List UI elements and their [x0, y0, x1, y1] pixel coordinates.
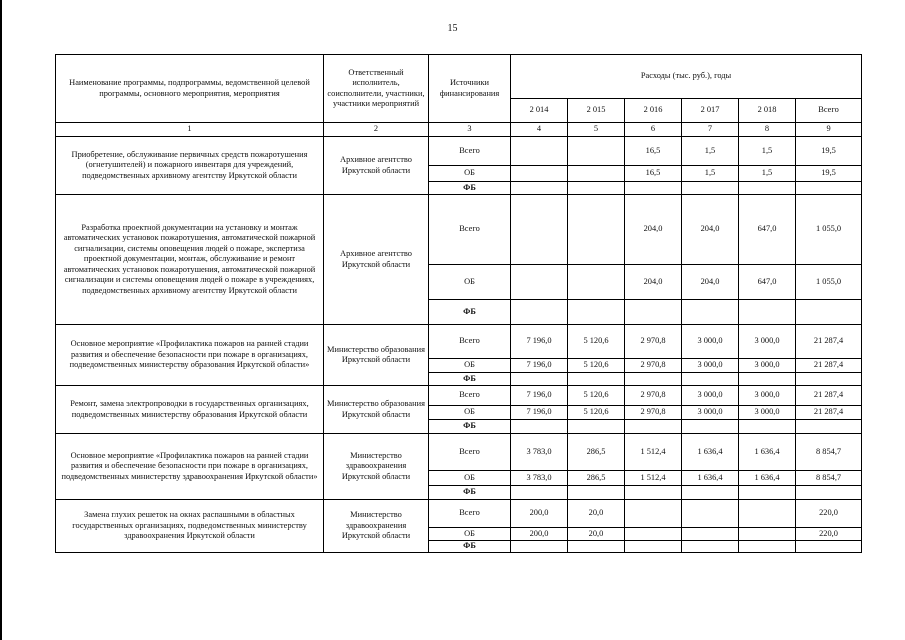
header-year: 2 015	[568, 99, 625, 123]
amount-cell	[682, 500, 739, 528]
amount-cell: 7 196,0	[511, 386, 568, 406]
amount-cell	[625, 528, 682, 541]
funding-source: Всего	[429, 195, 511, 265]
funding-source: Всего	[429, 137, 511, 166]
page-number: 15	[447, 23, 458, 34]
funding-source: Всего	[429, 500, 511, 528]
total-cell: 8 854,7	[796, 471, 862, 486]
amount-cell: 7 196,0	[511, 406, 568, 420]
total-cell	[796, 541, 862, 553]
amount-cell: 5 120,6	[568, 406, 625, 420]
table-row	[56, 195, 862, 265]
funding-source: ФБ	[429, 420, 511, 434]
table-row	[56, 434, 862, 471]
amount-cell: 5 120,6	[568, 386, 625, 406]
column-number: 4	[511, 123, 568, 137]
funding-source: Всего	[429, 386, 511, 406]
total-cell: 21 287,4	[796, 359, 862, 373]
amount-cell	[739, 528, 796, 541]
total-cell	[796, 300, 862, 325]
amount-cell	[739, 486, 796, 500]
total-cell: 8 854,7	[796, 434, 862, 471]
amount-cell: 3 000,0	[739, 406, 796, 420]
amount-cell: 1,5	[682, 137, 739, 166]
funding-source: ОБ	[429, 166, 511, 182]
amount-cell	[568, 420, 625, 434]
table-row	[56, 500, 862, 528]
amount-cell: 204,0	[682, 265, 739, 300]
total-cell	[796, 373, 862, 386]
amount-cell: 3 000,0	[682, 406, 739, 420]
amount-cell: 200,0	[511, 500, 568, 528]
amount-cell: 3 783,0	[511, 434, 568, 471]
amount-cell	[625, 500, 682, 528]
amount-cell: 3 000,0	[739, 325, 796, 359]
amount-cell	[625, 373, 682, 386]
amount-cell: 1,5	[739, 137, 796, 166]
amount-cell: 16,5	[625, 166, 682, 182]
amount-cell	[682, 541, 739, 553]
funding-source: ОБ	[429, 359, 511, 373]
amount-cell: 7 196,0	[511, 359, 568, 373]
header-row-1	[56, 55, 862, 99]
amount-cell	[511, 300, 568, 325]
header-year: 2 014	[511, 99, 568, 123]
amount-cell	[511, 486, 568, 500]
funding-source: ОБ	[429, 471, 511, 486]
amount-cell	[625, 420, 682, 434]
amount-cell: 2 970,8	[625, 406, 682, 420]
responsible-executor: Министерство здравоохранения Иркутской области	[324, 434, 429, 500]
column-number: 1	[56, 123, 324, 137]
amount-cell	[682, 486, 739, 500]
funding-source: ФБ	[429, 373, 511, 386]
table-body	[56, 137, 862, 553]
amount-cell: 1 636,4	[739, 434, 796, 471]
amount-cell: 2 970,8	[625, 325, 682, 359]
amount-cell	[625, 300, 682, 325]
amount-cell: 5 120,6	[568, 325, 625, 359]
amount-cell	[511, 137, 568, 166]
total-cell	[796, 420, 862, 434]
amount-cell	[682, 182, 739, 195]
total-cell: 220,0	[796, 528, 862, 541]
amount-cell: 3 783,0	[511, 471, 568, 486]
header-executor: Ответственный исполнитель, соисполнители, участники, участники мероприятий	[324, 55, 429, 123]
amount-cell	[511, 195, 568, 265]
total-cell	[796, 182, 862, 195]
amount-cell	[739, 373, 796, 386]
amount-cell: 1 636,4	[739, 471, 796, 486]
amount-cell: 1,5	[682, 166, 739, 182]
amount-cell: 1 512,4	[625, 434, 682, 471]
amount-cell	[511, 420, 568, 434]
amount-cell: 286,5	[568, 471, 625, 486]
amount-cell: 1,5	[739, 166, 796, 182]
column-number: 9	[796, 123, 862, 137]
amount-cell	[568, 300, 625, 325]
responsible-executor: Архивное агентство Иркутской области	[324, 195, 429, 325]
amount-cell: 20,0	[568, 500, 625, 528]
amount-cell: 7 196,0	[511, 325, 568, 359]
total-cell: 21 287,4	[796, 386, 862, 406]
responsible-executor: Министерство образования Иркутской области	[324, 325, 429, 386]
total-cell: 220,0	[796, 500, 862, 528]
responsible-executor: Министерство здравоохранения Иркутской области	[324, 500, 429, 553]
amount-cell: 3 000,0	[682, 386, 739, 406]
column-number: 6	[625, 123, 682, 137]
funding-source: ФБ	[429, 300, 511, 325]
total-cell: 1 055,0	[796, 265, 862, 300]
amount-cell: 3 000,0	[739, 359, 796, 373]
funding-source: ФБ	[429, 541, 511, 553]
amount-cell: 3 000,0	[682, 359, 739, 373]
total-cell: 21 287,4	[796, 325, 862, 359]
activity-name: Приобретение, обслуживание первичных средств пожаротушения (огнетушителей) и пожарного инвентаря для учреждений, подведомственных архивному агентству Иркутской области	[56, 137, 324, 195]
column-number: 5	[568, 123, 625, 137]
amount-cell: 20,0	[568, 528, 625, 541]
responsible-executor: Министерство образования Иркутской области	[324, 386, 429, 434]
amount-cell	[568, 182, 625, 195]
expenses-table	[55, 54, 862, 553]
amount-cell: 200,0	[511, 528, 568, 541]
amount-cell	[625, 182, 682, 195]
amount-cell: 647,0	[739, 195, 796, 265]
total-cell: 1 055,0	[796, 195, 862, 265]
header-program-name: Наименование программы, подпрограммы, ведомственной целевой программы, основного мероприятия, мероприятия	[56, 55, 324, 123]
amount-cell	[568, 265, 625, 300]
activity-name: Основное мероприятие «Профилактика пожаров на ранней стадии развития и обеспечение безопасности при пожаре в организациях, подведомственных министерству здравоохранения Иркутской области»	[56, 434, 324, 500]
amount-cell	[739, 182, 796, 195]
header-year: 2 017	[682, 99, 739, 123]
amount-cell	[739, 500, 796, 528]
amount-cell: 3 000,0	[682, 325, 739, 359]
amount-cell	[568, 166, 625, 182]
header-total: Всего	[796, 99, 862, 123]
amount-cell	[682, 373, 739, 386]
funding-source: ОБ	[429, 265, 511, 300]
funding-source: Всего	[429, 434, 511, 471]
header-expenses: Расходы (тыс. руб.), годы	[511, 55, 862, 99]
activity-name: Основное мероприятие «Профилактика пожаров на ранней стадии развития и обеспечение безопасности при пожаре в организациях, подведомственных министерству образования Иркутской области»	[56, 325, 324, 386]
total-cell: 21 287,4	[796, 406, 862, 420]
amount-cell	[568, 373, 625, 386]
amount-cell	[739, 300, 796, 325]
column-number: 7	[682, 123, 739, 137]
amount-cell	[625, 541, 682, 553]
amount-cell	[568, 195, 625, 265]
amount-cell: 2 970,8	[625, 386, 682, 406]
amount-cell	[625, 486, 682, 500]
amount-cell	[682, 528, 739, 541]
activity-name: Разработка проектной документации на установку и монтаж автоматических установок пожаротушения, автоматической пожарной сигнализации, системы оповещения людей о пожаре, экспертиза проектной документации, монтаж, обслуживание и ремонт автоматических установок пожаротушения, автоматической пожарной сигнализации и системы оповещения людей о пожаре в учреждениях, подведомственных архивному агентству Иркутской области	[56, 195, 324, 325]
funding-source: Всего	[429, 325, 511, 359]
total-cell: 19,5	[796, 137, 862, 166]
amount-cell: 5 120,6	[568, 359, 625, 373]
funding-source: ФБ	[429, 182, 511, 195]
amount-cell: 286,5	[568, 434, 625, 471]
amount-cell	[511, 373, 568, 386]
column-number: 8	[739, 123, 796, 137]
amount-cell	[682, 300, 739, 325]
amount-cell	[511, 265, 568, 300]
amount-cell: 16,5	[625, 137, 682, 166]
funding-source: ФБ	[429, 486, 511, 500]
amount-cell	[511, 182, 568, 195]
amount-cell	[568, 137, 625, 166]
amount-cell	[568, 541, 625, 553]
amount-cell	[739, 541, 796, 553]
amount-cell: 204,0	[625, 265, 682, 300]
amount-cell: 1 636,4	[682, 471, 739, 486]
total-cell: 19,5	[796, 166, 862, 182]
column-number: 3	[429, 123, 511, 137]
amount-cell	[568, 486, 625, 500]
header-year: 2 018	[739, 99, 796, 123]
amount-cell: 3 000,0	[739, 386, 796, 406]
total-cell	[796, 486, 862, 500]
table-row	[56, 386, 862, 406]
scan-edge-line	[0, 0, 2, 640]
amount-cell: 2 970,8	[625, 359, 682, 373]
header-source: Источники финансирования	[429, 55, 511, 123]
amount-cell	[511, 166, 568, 182]
activity-name: Ремонт, замена электропроводки в государственных организациях, подведомственных министерству образования Иркутской области	[56, 386, 324, 434]
amount-cell: 204,0	[625, 195, 682, 265]
amount-cell	[682, 420, 739, 434]
funding-source: ОБ	[429, 406, 511, 420]
header-year: 2 016	[625, 99, 682, 123]
amount-cell: 204,0	[682, 195, 739, 265]
amount-cell: 1 636,4	[682, 434, 739, 471]
activity-name: Замена глухих решеток на окнах распашными в областных государственных организациях, подведомственных министерству здравоохранения Иркутской области	[56, 500, 324, 553]
funding-source: ОБ	[429, 528, 511, 541]
column-number: 2	[324, 123, 429, 137]
amount-cell	[511, 541, 568, 553]
table-row	[56, 325, 862, 359]
header-numbering-row	[56, 123, 862, 137]
table-row	[56, 137, 862, 166]
responsible-executor: Архивное агентство Иркутской области	[324, 137, 429, 195]
amount-cell: 647,0	[739, 265, 796, 300]
amount-cell	[739, 420, 796, 434]
amount-cell: 1 512,4	[625, 471, 682, 486]
